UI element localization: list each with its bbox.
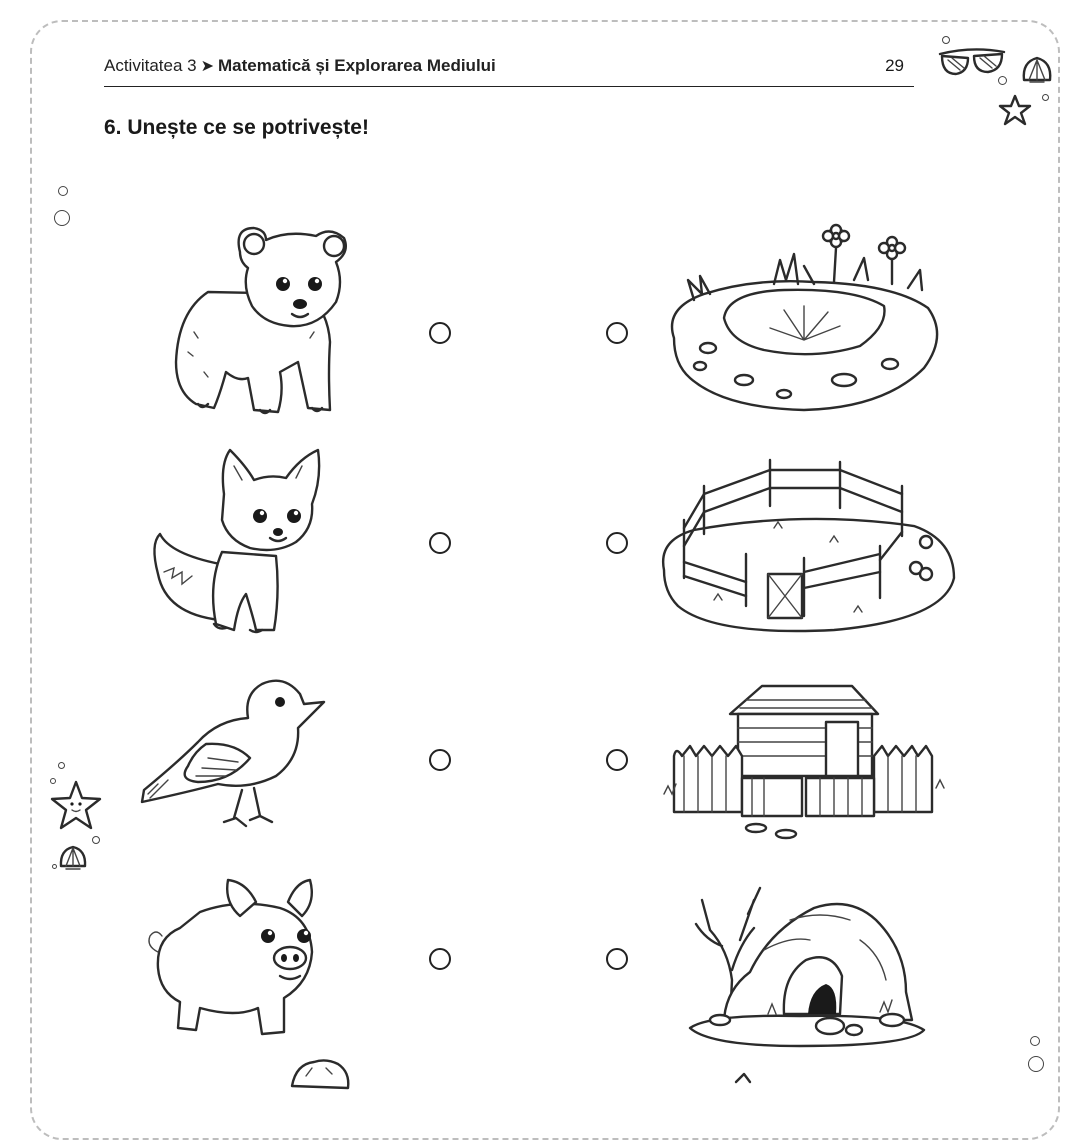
match-dot-left-3[interactable]	[429, 749, 451, 771]
fox-icon	[150, 444, 330, 640]
match-dot-right-4[interactable]	[606, 948, 628, 970]
bird-icon	[138, 672, 334, 838]
cave-den-icon	[680, 880, 930, 1048]
partial-habitat-icon	[730, 1070, 760, 1082]
match-dot-right-2[interactable]	[606, 532, 628, 554]
pigsty-house-icon	[656, 682, 948, 842]
bubble-dot	[58, 762, 65, 769]
bubble-dot	[54, 210, 70, 226]
bear-icon	[168, 222, 358, 418]
sunglasses-icon	[936, 44, 1008, 80]
bubble-dot	[92, 836, 100, 844]
burrow-hole-icon	[664, 218, 944, 414]
arrow-icon: ➤	[200, 58, 215, 75]
match-dot-left-2[interactable]	[429, 532, 451, 554]
page-header	[104, 50, 914, 87]
activity-label	[104, 56, 496, 76]
starfish-icon	[50, 780, 102, 830]
partial-animal-icon	[286, 1058, 356, 1088]
bubble-dot	[52, 864, 57, 869]
seashell-icon	[58, 844, 88, 872]
bubble-dot	[58, 186, 68, 196]
subject-name: Matematică și Explorarea Mediului	[218, 56, 496, 75]
match-dot-right-3[interactable]	[606, 749, 628, 771]
fenced-pen-icon	[654, 450, 958, 636]
task-title: 6. Unește ce se potrivește!	[104, 116, 369, 139]
match-dot-left-4[interactable]	[429, 948, 451, 970]
bubble-dot	[1042, 94, 1049, 101]
page-number: 29	[885, 56, 904, 75]
match-dot-left-1[interactable]	[429, 322, 451, 344]
bubble-dot	[1030, 1036, 1040, 1046]
bubble-dot	[998, 76, 1007, 85]
match-dot-right-1[interactable]	[606, 322, 628, 344]
starfish-icon	[998, 94, 1032, 126]
pig-icon	[140, 872, 336, 1044]
bubble-dot	[942, 36, 950, 44]
bubble-dot	[1028, 1056, 1044, 1072]
seashell-icon	[1020, 54, 1054, 86]
activity-name: Activitatea 3	[104, 56, 197, 75]
